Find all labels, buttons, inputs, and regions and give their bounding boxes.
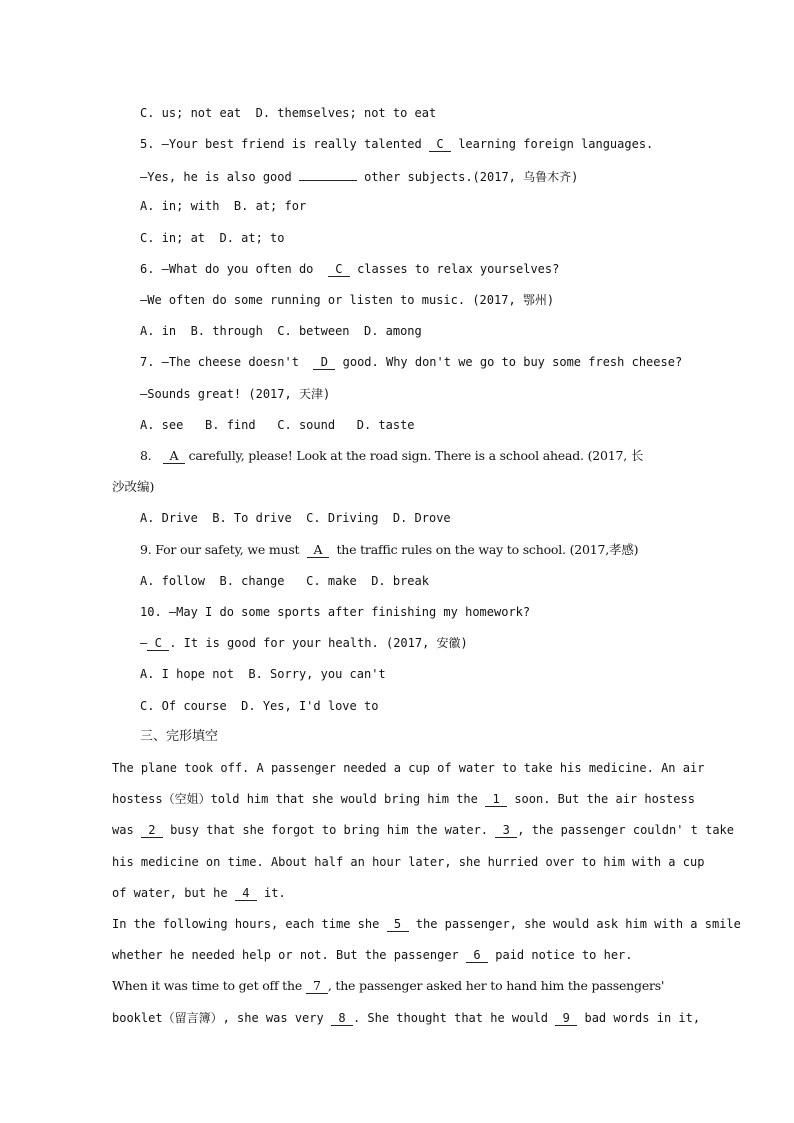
question-5-line1: 5. —Your best friend is really talented C learning foreign languages. — [140, 137, 654, 151]
blank-6: 6 — [466, 948, 488, 963]
passage-line-6: In the following hours, each time she 5 the passenger, she would ask him with a smile — [112, 917, 741, 931]
q8-options: A. Drive B. To drive C. Driving D. Drove — [140, 511, 451, 525]
question-8-line1: 8. A carefully, please! Look at the road sign. There is a school ahead. (2017, 长 — [140, 448, 644, 463]
q9-options: A. follow B. change C. make D. break — [140, 574, 429, 588]
answer-5: C — [429, 137, 451, 152]
passage-line-8: When it was time to get off the 7 , the passenger asked her to hand him the passengers' — [112, 978, 665, 993]
answer-9: A — [307, 543, 329, 558]
question-8-line2: 沙改编) — [112, 479, 155, 494]
question-9: 9. For our safety, we must A the traffic rules on the way to school. (2017,孝感) — [140, 542, 639, 557]
q4-options-line2: C. us; not eat D. themselves; not to eat — [140, 106, 437, 120]
section-heading: 三、完形填空 — [140, 729, 219, 744]
blank-2: 2 — [141, 823, 163, 838]
blank-9: 9 — [555, 1011, 577, 1026]
q6-options: A. in B. through C. between D. among — [140, 324, 422, 338]
question-10-line1: 10. —May I do some sports after finishing my homework? — [140, 605, 531, 619]
blank-7: 7 — [306, 979, 328, 994]
blank-4: 4 — [235, 886, 257, 901]
blank-1: 1 — [485, 792, 507, 807]
question-5-line2: —Yes, he is also good other subjects.(2017, 乌鲁木齐) — [140, 167, 578, 185]
blank-8: 8 — [331, 1011, 353, 1026]
q10-options-line1: A. I hope not B. Sorry, you can't — [140, 667, 386, 681]
answer-7: D — [313, 355, 335, 370]
answer-6: C — [328, 262, 350, 277]
question-10-line2: — C . It is good for your health. (2017, 安徽) — [140, 636, 468, 650]
blank-line — [299, 167, 357, 181]
q5-options-line2: C. in; at D. at; to — [140, 231, 285, 245]
passage-line-9: booklet（留言簿）, she was very 8 . She thought that he would 9 bad words in it, — [112, 1011, 701, 1025]
answer-8: A — [163, 449, 185, 464]
blank-5: 5 — [387, 917, 409, 932]
question-6-line1: 6. —What do you often do C classes to relax yourselves? — [140, 262, 560, 276]
passage-line-2: hostess（空姐）told him that she would bring him the 1 soon. But the air hostess — [112, 792, 695, 806]
question-7-line1: 7. —The cheese doesn't D good. Why don't we go to buy some fresh cheese? — [140, 355, 683, 369]
q7-options: A. see B. find C. sound D. taste — [140, 418, 415, 432]
question-7-line2: —Sounds great! (2017, 天津) — [140, 387, 331, 401]
q5-options-line1: A. in; with B. at; for — [140, 199, 307, 213]
passage-line-1: The plane took off. A passenger needed a cup of water to take his medicine. An air — [112, 761, 705, 775]
answer-10: C — [147, 636, 169, 651]
blank-3: 3 — [495, 823, 517, 838]
q10-options-line2: C. Of course D. Yes, I'd love to — [140, 699, 379, 713]
question-6-line2: —We often do some running or listen to music. (2017, 鄂州) — [140, 293, 555, 307]
passage-line-7: whether he needed help or not. But the passenger 6 paid notice to her. — [112, 948, 633, 962]
passage-line-3: was 2 busy that she forgot to bring him the water. 3 , the passenger couldn' t take — [112, 823, 734, 837]
passage-line-4: his medicine on time. About half an hour later, she hurried over to him with a cup — [112, 855, 705, 869]
passage-line-5: of water, but he 4 it. — [112, 886, 286, 900]
